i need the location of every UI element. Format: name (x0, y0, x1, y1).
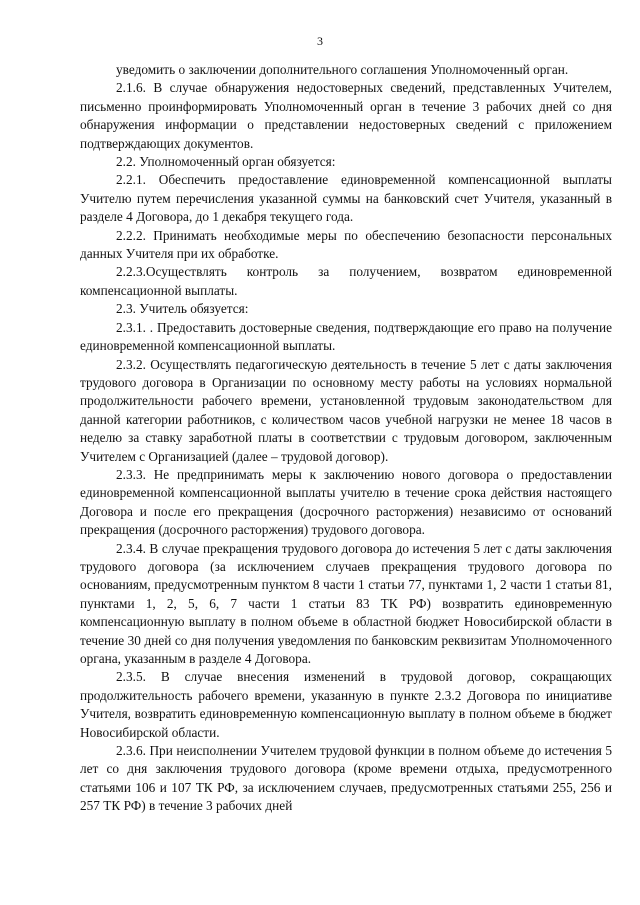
paragraph-2-3-5: 2.3.5. В случае внесения изменений в трудовой договор, сокращающих продолжительность рабочего времени, указанную в пункте 2.3.2 Договора по инициативе Учителя, возвратить единовременную компенсационную выплату в полном объеме в бюджет Новосибирской области. (80, 669, 612, 740)
page-number: 3 (317, 34, 323, 48)
paragraph-2-2-1: 2.2.1. Обеспечить предоставление единовременной компенсационной выплаты Учителю путем перечисления указанной суммы на банковский счет Учителя, указанный в разделе 4 Договора, до 1 декабря текущего года. (80, 172, 612, 225)
paragraph-2-3-1: 2.3.1. . Предоставить достоверные сведения, подтверждающие его право на получение единовременной компенсационной выплаты. (80, 319, 612, 354)
paragraph-2-3-2: 2.3.2. Осуществлять педагогическую деятельность в течение 5 лет с даты заключения трудового договора в Организации по основному месту работы на условиях нормальной продолжительности рабочего времени, установленной трудовым законодательством для данной категории работников, с количеством часов учебной нагрузки не менее 18 часов в неделю за ставку заработной платы в соответствии с трудовым договором, заключенным Учителем с Организацией (далее – трудовой договор). (80, 356, 612, 464)
paragraph-2-3-3: 2.3.3. Не предпринимать меры к заключению нового договора о предоставлении единовременной компенсационной выплаты учителю в течение срока действия настоящего Договора и после его прекращения (досрочного расторжения) независимо от оснований прекращения (досрочного расторжения) трудового договора. (80, 466, 612, 538)
paragraph-2-2: 2.2. Уполномоченный орган обязуется: (116, 154, 336, 170)
paragraph-continuation: уведомить о заключении дополнительного соглашения Уполномоченный орган. (116, 62, 569, 77)
document-body (80, 61, 612, 816)
paragraph-2-2-3: 2.2.3.Осуществлять контроль за получением, возвратом единовременной компенсационной выплаты. (80, 264, 612, 298)
paragraph-2-3: 2.3. Учитель обязуется: (116, 301, 249, 317)
paragraph-2-1-6: 2.1.6. В случае обнаружения недостоверных сведений, представленных Учителем, письменно проинформировать Уполномоченный орган в течение 3 рабочих дней со дня обнаружения информации о представлении недостоверных сведений с приложением подтверждающих документов. (80, 80, 612, 151)
paragraph-2-3-6: 2.3.6. При неисполнении Учителем трудовой функции в полном объеме до истечения 5 лет со дня заключения трудового договора (кроме времени отдыха, предусмотренного статьями 106 и 107 ТК РФ, за исключением случаев, предусмотренных статьями 255, 256 и 257 ТК РФ) в течение 3 рабочих дней (80, 743, 612, 814)
paragraph-2-2-2: 2.2.2. Принимать необходимые меры по обеспечению безопасности персональных данных Учителя при их обработке. (80, 227, 612, 262)
paragraph-2-3-4: 2.3.4. В случае прекращения трудового договора до истечения 5 лет с даты заключения трудового договора (за исключением случаев прекращения трудового договора по основаниям, предусмотренным пунктом 8 части 1 статьи 77, пунктами 1, 2 части 1 статьи 81, пунктами 1, 2, 5, 6, 7 части 1 статьи 83 ТК РФ) возвратить единовременную компенсационную выплату в полном объеме в областной бюджет Новосибирской области в течение 30 дней со дня получения уведомления по банковским реквизитам Уполномоченного органа, указанным в разделе 4 Договора. (80, 540, 612, 666)
